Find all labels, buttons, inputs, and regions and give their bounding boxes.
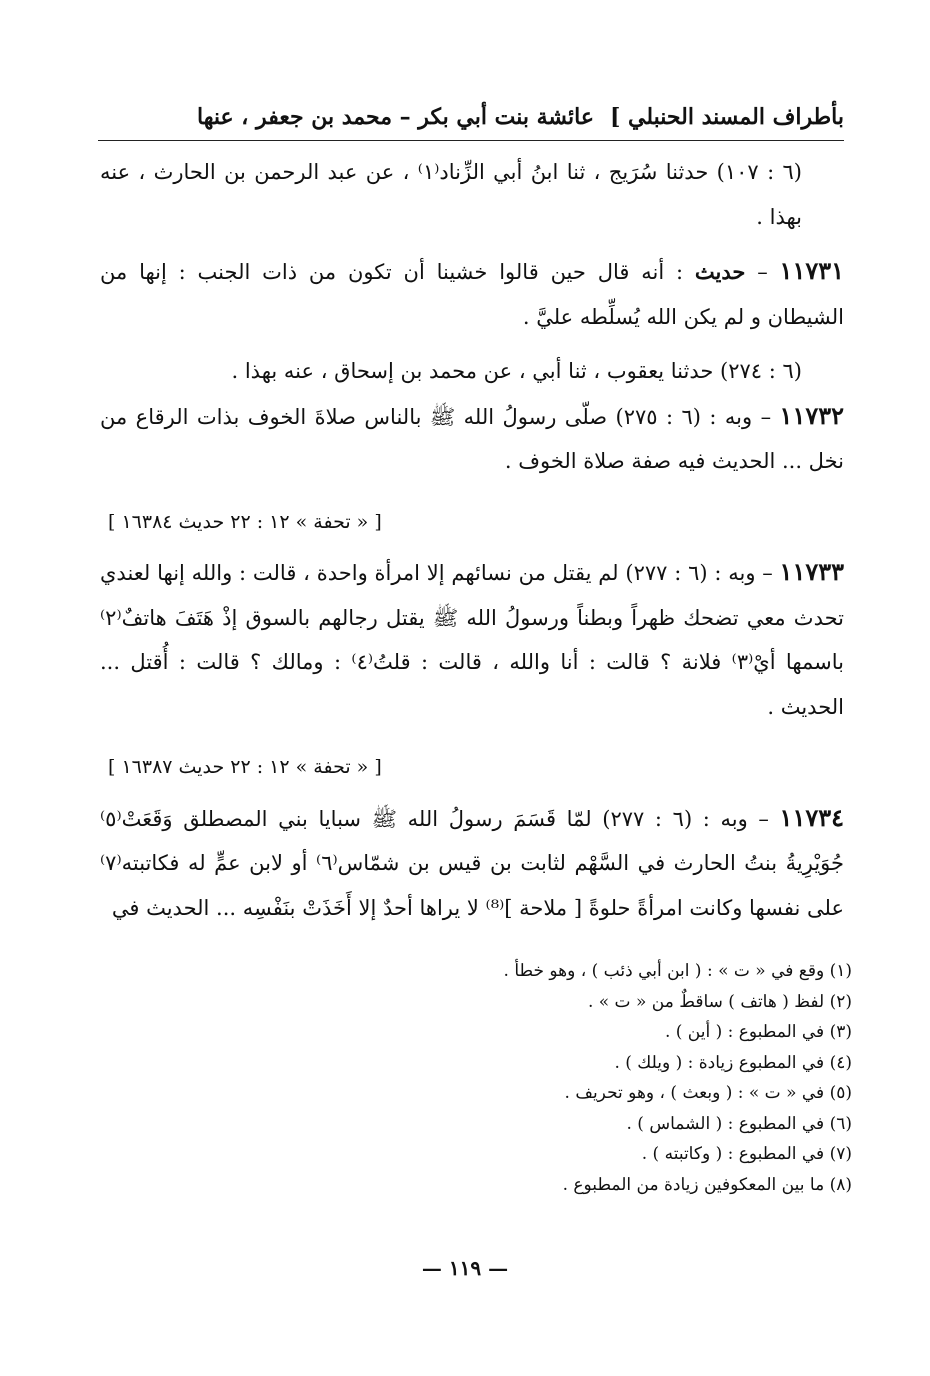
hadith-11732 xyxy=(100,394,844,484)
hadith-11734 xyxy=(100,796,844,931)
hadith-number: ١١٧٣١ xyxy=(779,256,844,285)
hadith-text: – وبه : (٦ : ٢٧٧) لمّا قَسَمَ رسولُ الله ﷺ سبايا بني المصطلق وَقَعَتْ⁽٥⁾ جُوَيْرِيةُ بنتُ الحارث في السَّهْم لثابت بن قيس بن شمّاس⁽٦⁾ أو لابن عمٍّ له فكاتبته⁽٧⁾ على نفسها وكانت امرأةً حلوةً [ ملاحة ]⁽⁸⁾ لا يراها أحدٌ إلا أَخَذَتْ بنَفْسِه ... الحديث في xyxy=(100,806,845,920)
footnote: (١) وقع في « ت » : ( ابن أبي ذئب ) ، وهو خطأ . xyxy=(503,961,852,981)
footnote: (٥) في « ت » : ( وبعث ) ، وهو تحريف . xyxy=(564,1083,852,1103)
reference-text: [ « تحفة » ١٢ : ٢٢ حديث ١٦٣٨٤ ] xyxy=(108,510,382,533)
footnotes xyxy=(100,956,852,1200)
footnote: (٦) في المطبوع : ( الشماس ) . xyxy=(626,1113,852,1134)
header-book-title: بأطراف المسند الحنبلي ] xyxy=(609,104,844,130)
hadith-number: ١١٧٣٤ xyxy=(779,802,844,832)
main-text xyxy=(100,150,844,930)
hadith-text: – وبه : (٦ : ٢٧٥) صلّى رسولُ الله ﷺ بالناس صلاةَ الخوف بذات الرقاع من نخل ... الحديث فيه صفة صلاة الخوف . xyxy=(100,404,844,473)
hadith-text: : أنه قال حين قالوا خشينا أن تكون من ذات الجنب : إنها من الشيطان و لم يكن الله يُسلِّطه عليَّ . xyxy=(100,260,844,329)
hadith-keyword: حديث xyxy=(694,259,746,284)
footnote: (٨) ما بين المعكوفين زيادة من المطبوع . xyxy=(562,1174,852,1195)
hadith-number: ١١٧٣٢ xyxy=(779,400,844,430)
paragraph-isnad-107: (٦ : ١٠٧) حدثنا سُرَيج ، ثنا ابنُ أبي الزِّناد⁽١⁾ ، عن عبد الرحمن بن الحارث ، عنه بهذا . xyxy=(100,160,802,229)
running-header xyxy=(98,100,844,141)
paragraph-isnad-274: (٦ : ٢٧٤) حدثنا يعقوب ، ثنا أبي ، عن محمد بن إسحاق ، عنه بهذا . xyxy=(231,359,802,383)
tuhfa-reference xyxy=(100,745,844,790)
hadith-text: – وبه : (٦ : ٢٧٧) لم يقتل من نسائهم إلا امرأة واحدة ، قالت : والله إنها لعندي تحدث معي تضحك ظهراً وبطناً ورسولُ الله ﷺ يقتل رجالهم بالسوق إذْ هَتَفَ هاتفٌ⁽٢⁾ باسمها أيْ⁽٣⁾ فلانة ؟ قالت : أنا والله ، قالت : قلتُ⁽٤⁾ : ومالك ؟ قالت : أُقتل ... الحديث . xyxy=(100,561,844,719)
tuhfa-reference xyxy=(100,500,844,545)
hadith-11733 xyxy=(100,550,844,729)
reference-text: [ « تحفة » ١٢ : ٢٢ حديث ١٦٣٨٧ ] xyxy=(108,756,382,778)
footnote: (٤) في المطبوع زيادة : ( ويلك ) . xyxy=(614,1052,852,1073)
header-section-title: عائشة بنت أبي بكر – محمد بن جعفر ، عنها xyxy=(197,104,594,130)
page-number: — ١١٩ — xyxy=(421,1256,509,1280)
footnote: (٧) في المطبوع : ( وكاتبته ) . xyxy=(641,1144,852,1164)
footnote: (٢) لفظ ( هاتف ) ساقطٌ من « ت » . xyxy=(587,991,852,1012)
hadith-number: ١١٧٣٣ xyxy=(779,557,844,586)
footnote: (٣) في المطبوع : ( أين ) . xyxy=(664,1022,852,1042)
hadith-11731: ١١٧٣١ – حديث : أنه قال حين قالوا خشينا أن تكون من ذات الجنب : إنها من الشيطان و لم يكن الله يُسلِّطه عليَّ . xyxy=(100,256,844,329)
